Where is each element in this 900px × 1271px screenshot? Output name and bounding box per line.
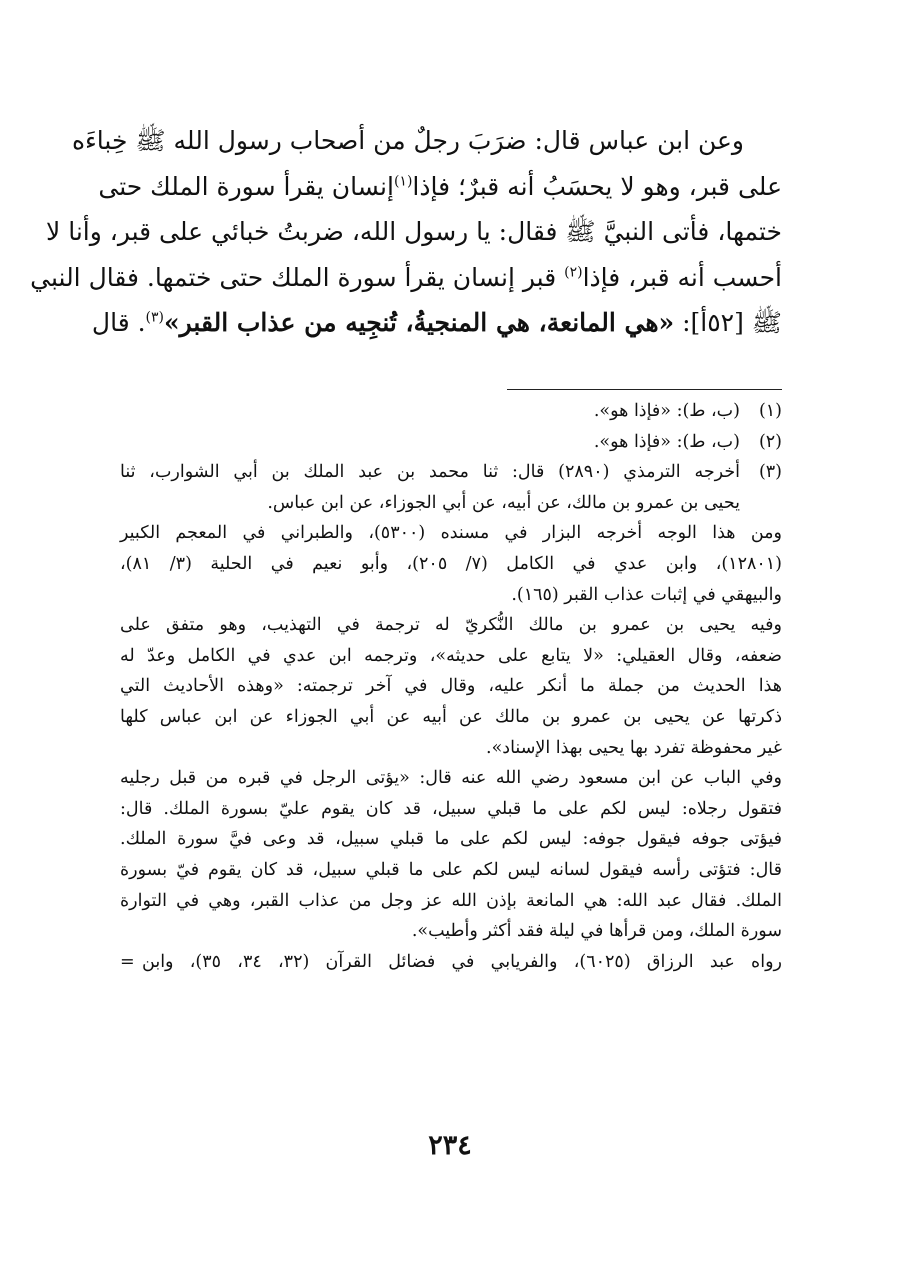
footnote-text (120, 427, 740, 458)
footnote-number: (١) (758, 401, 782, 421)
continuation-sign: = (120, 951, 135, 972)
footnote-2 (120, 427, 782, 458)
footnotes-block (120, 396, 782, 977)
footnote-marker-2: (٢) (564, 264, 583, 281)
footnote-line: (ب، ط): «فإذا هو». (593, 431, 740, 452)
footnote-line: سورة الملك، ومن قرأها في ليلة فقد أكثر وأطيب». (411, 921, 782, 942)
footnote-line: (١٢٨٠١)، وابن عدي في الكامل (٧/ ٢٠٥)، وأبو نعيم في الحلية (٣/ ٨١)، (120, 553, 782, 574)
footnote-number: (٢) (758, 431, 782, 452)
footnote-line: أخرجه الترمذي (٢٨٩٠) قال: ثنا محمد بن عبد الملك بن أبي الشوارب، ثنا (120, 462, 740, 483)
footnote-line-text: رواه عبد الرزاق (٦٠٢٥)، والفريابي في فضائل القرآن (٣٢، ٣٤، ٣٥)، وابن (142, 951, 782, 972)
footnote-separator (507, 389, 782, 390)
footnote-text (120, 396, 740, 427)
main-text-segment: أحسب أنه قبر، فإذا (582, 262, 782, 292)
footnote-1 (120, 396, 782, 427)
footnote-line: قال: فتؤتى رأسه فيقول لسانه ليس لكم على ما قبلي سبيل، قد كان يقوم فيّ بسورة (120, 859, 782, 880)
main-text-line: وعن ابن عباس قال: ضرَبَ رجلٌ من أصحاب رسول الله ﷺ خِباءَه (71, 126, 744, 155)
main-text-block (30, 118, 782, 346)
main-text-line (98, 164, 782, 210)
main-text-segment: إنسان يقرأ سورة الملك حتى (98, 171, 394, 201)
footnote-3 (120, 457, 782, 518)
main-text-line: ختمها، فأتى النبيَّ ﷺ فقال: يا رسول الله، ضربتُ خبائي على قبر، وأنا لا (46, 217, 782, 246)
footnote-line: والبيهقي في إثبات عذاب القبر (١٦٥). (511, 584, 782, 605)
main-text-line (91, 300, 782, 346)
main-text-segment: . قال (91, 308, 146, 337)
footnote-line: ذكرتها عن يحيى بن عمرو بن مالك عن أبيه عن أبي الجوزاء عن ابن عباس كلها (120, 706, 782, 727)
hadith-quote: «هي المانعة، هي المنجيةُ، تُنجِيه من عذاب القبر» (164, 308, 675, 337)
footnote-line: غير محفوظة تفرد بها يحيى بهذا الإسناد». (486, 737, 782, 758)
main-text-segment: قبر إنسان يقرأ سورة الملك حتى ختمها. فقال النبي (30, 262, 557, 292)
footnote-line: يحيى بن عمرو بن مالك، عن أبيه، عن أبي الجوزاء، عن ابن عباس. (267, 492, 740, 513)
main-text-segment: ﷺ [٥٢أ]: (674, 308, 782, 337)
page-number: ٢٣٤ (428, 1130, 472, 1161)
main-text-segment: على قبر، وهو لا يحسَبُ أنه قبرٌ؛ فإذا (412, 171, 782, 201)
footnote-marker-3: (٣) (145, 309, 165, 326)
footnote-line: فيؤتى جوفه فيقول جوفه: ليس لكم على ما قبلي سبيل، قد وعى فيَّ سورة الملك. (120, 829, 782, 850)
footnote-line: فتقول رجلاه: ليس لكم على ما قبلي سبيل، قد كان يقوم عليّ بسورة الملك. قال: (120, 798, 782, 819)
footnote-line: وفي الباب عن ابن مسعود رضي الله عنه قال: «يؤتى الرجل في قبره من قبل رجليه (120, 768, 782, 789)
footnote-line: الملك. فقال عبد الله: هي المانعة بإذن الله عز وجل من عذاب القبر، وهي في التوارة (120, 890, 782, 911)
footnote-number: (٣) (758, 462, 782, 483)
footnote-marker-1: (١) (393, 173, 413, 190)
footnote-line: ضعفه، وقال العقيلي: «لا يتابع على حديثه»، وترجمه ابن عدي في الكامل وعدّ له (120, 645, 782, 666)
footnote-line: ومن هذا الوجه أخرجه البزار في مسنده (٥٣٠٠)، والطبراني في المعجم الكبير (120, 523, 782, 544)
footnote-line (120, 947, 782, 978)
main-text-line (30, 255, 782, 301)
footnote-line: هذا الحديث من جملة ما أنكر عليه، وقال في آخر ترجمته: «وهذه الأحاديث التي (120, 676, 782, 697)
footnote-line: (ب، ط): «فإذا هو». (593, 401, 740, 421)
footnote-text (120, 457, 740, 518)
footnote-line: وفيه يحيى بن عمرو بن مالك النُّكريّ له ترجمة في التهذيب، وهو متفق على (120, 615, 782, 636)
